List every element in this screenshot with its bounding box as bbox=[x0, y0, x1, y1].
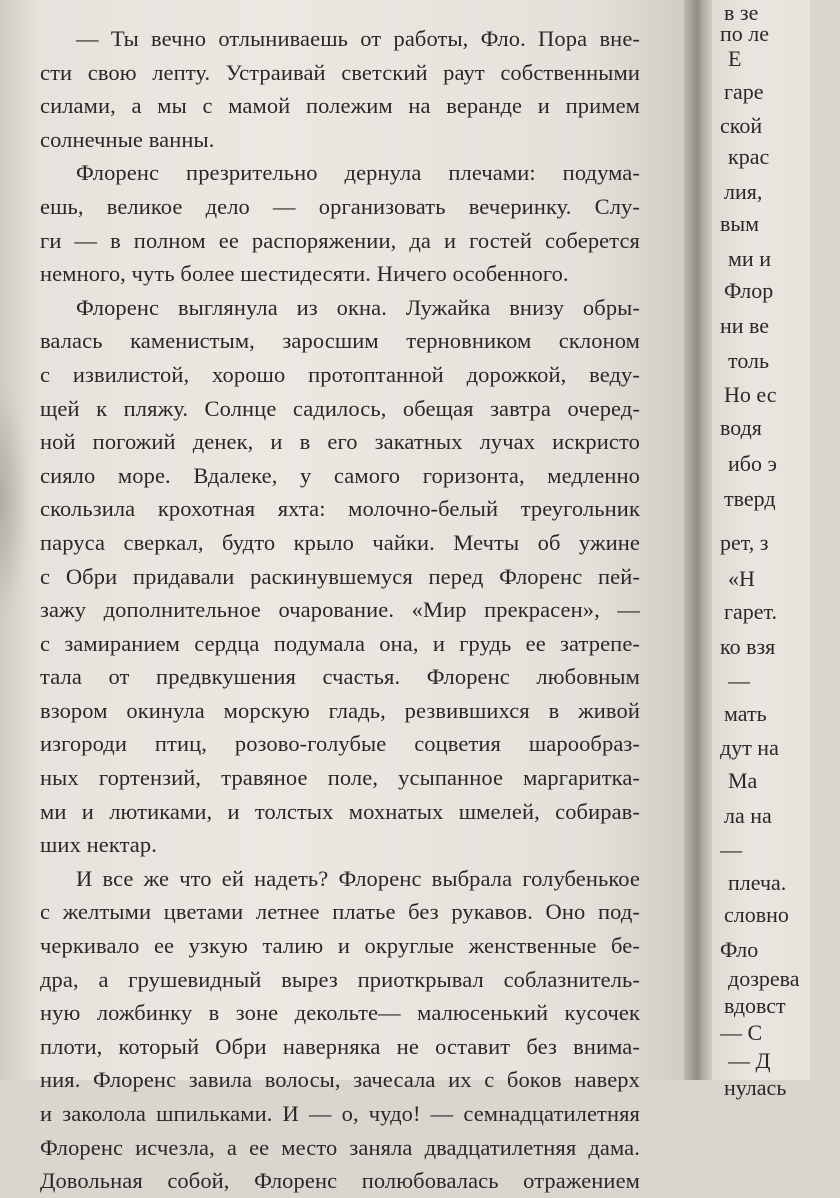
right-text-fragment: крас bbox=[728, 144, 770, 169]
text-line: скользила крохотная яхта: молочно-белый треугольник bbox=[40, 496, 640, 522]
right-text-fragment: дут на bbox=[720, 735, 779, 761]
right-text-fragment: Ма bbox=[728, 768, 758, 793]
right-text-fragment: — С bbox=[720, 1019, 763, 1045]
text-line: взором окинула морскую гладь, резвившихся в живой bbox=[40, 697, 640, 723]
text-line: ги — в полном ее распоряжении, да и гостей соберется bbox=[40, 227, 640, 253]
right-text-fragment: дозрева bbox=[728, 965, 800, 991]
text-line: силами, а мы с мамой полежим на веранде и примем bbox=[40, 93, 640, 119]
right-text-fragment: вым bbox=[720, 211, 760, 237]
text-line: тала от предвкушения счастья. Флоренс любовным bbox=[40, 664, 640, 690]
right-text-fragment: вдовст bbox=[724, 992, 786, 1018]
right-text-fragment: Флор bbox=[724, 278, 774, 304]
right-page bbox=[712, 0, 810, 1101]
finger-shadow bbox=[0, 380, 30, 620]
text-line: Флоренс презрительно дернула плечами: подума- bbox=[76, 160, 640, 186]
right-text-fragment: Но ес bbox=[724, 382, 777, 408]
text-line: Флоренс выглянула из окна. Лужайка внизу обры- bbox=[76, 294, 640, 320]
text-line: паруса сверкал, будто крыло чайки. Мечты об ужине bbox=[40, 529, 640, 555]
right-text-fragment: плеча. bbox=[728, 869, 787, 895]
right-text-fragment: рет, з bbox=[720, 529, 769, 555]
text-line: сияло море. Вдалеке, у самого горизонта, медленно bbox=[40, 462, 640, 488]
right-text-fragment: гаре bbox=[724, 78, 764, 104]
right-text-fragment: ла на bbox=[724, 802, 772, 828]
text-line: ной погожий денек, и в его закатных лучах искристо bbox=[40, 429, 640, 455]
right-text-fragment: — bbox=[728, 668, 750, 694]
text-line: щей к пляжу. Солнце садилось, обещая завтра очеред- bbox=[40, 395, 640, 421]
right-text-fragment: лия, bbox=[724, 178, 763, 204]
right-text-fragment: мать bbox=[724, 700, 767, 726]
right-text-fragment: словно bbox=[724, 902, 789, 928]
right-text-fragment: — Д bbox=[728, 1048, 771, 1074]
right-text-fragment: ми и bbox=[728, 245, 771, 271]
right-text-fragment: Фло bbox=[720, 936, 759, 962]
text-line: дра, а грушевидный вырез приоткрывал соблазнитель- bbox=[40, 966, 640, 992]
text-line: сти свою лепту. Устраивай светский раут собственными bbox=[40, 59, 640, 85]
text-line: зажу дополнительное очарование. «Мир прекрасен», — bbox=[40, 597, 640, 623]
right-text-fragment: толь bbox=[728, 347, 770, 373]
text-line: И все же что ей надеть? Флоренс выбрала голубенькое bbox=[76, 865, 640, 891]
right-text-fragment: ни ве bbox=[720, 312, 770, 338]
text-line: валась каменистым, заросшим терновником склоном bbox=[40, 328, 640, 354]
right-text-fragment: «Н bbox=[728, 566, 755, 592]
book-gutter bbox=[684, 0, 714, 1080]
text-line: изгороди птиц, розово-голубые соцветия шарообраз- bbox=[40, 731, 640, 757]
right-text-fragment: ибо э bbox=[728, 451, 777, 477]
text-line: ми и лютиками, и толстых мохнатых шмелей, собирав- bbox=[40, 798, 640, 824]
text-line: солнечные ванны. bbox=[40, 126, 215, 152]
text-line: ния. Флоренс завила волосы, зачесала их с боков наверх bbox=[40, 1067, 640, 1093]
right-text-fragment: — bbox=[720, 837, 742, 863]
right-text-fragment: водя bbox=[720, 414, 762, 440]
text-line: плоти, который Обри наверняка не оставит без внима- bbox=[40, 1033, 640, 1059]
right-text-fragment: нулась bbox=[724, 1075, 787, 1101]
text-line: черкивало ее узкую талию и округлые женственные бе- bbox=[40, 933, 640, 959]
text-line: Довольная собой, Флоренс полюбовалась отражением bbox=[40, 1168, 640, 1194]
text-line: ешь, великое дело — организовать вечеринку. Слу- bbox=[40, 193, 640, 219]
text-line: ную ложбинку в зоне декольте— малюсенький кусочек bbox=[40, 1000, 640, 1026]
text-line: с Обри придавали раскинувшемуся перед Флоренс пей- bbox=[40, 563, 640, 589]
right-text-fragment: Е bbox=[728, 46, 742, 72]
right-text-fragment: ко взя bbox=[720, 633, 776, 659]
text-line: ных гортензий, травяное поле, усыпанное маргаритка- bbox=[40, 765, 640, 791]
text-line: — Ты вечно отлыниваешь от работы, Фло. Пора вне- bbox=[76, 26, 640, 51]
text-line: и заколола шпильками. И — о, чудо! — семнадцатилетняя bbox=[40, 1101, 640, 1126]
text-line: немного, чуть более шестидесяти. Ничего особенного. bbox=[40, 261, 569, 287]
text-line: Флоренс исчезла, а ее место заняла двадцатилетняя дама. bbox=[40, 1134, 640, 1160]
right-text-fragment: тверд bbox=[724, 485, 776, 511]
right-text-fragment: в зе bbox=[724, 0, 759, 25]
text-line: ших нектар. bbox=[40, 832, 157, 858]
text-line: с желтыми цветами летнее платье без рукавов. Оно под- bbox=[40, 899, 640, 925]
right-text-fragment: гарет. bbox=[724, 599, 778, 625]
right-text-fragment: ской bbox=[720, 113, 763, 139]
text-line: с извилистой, хорошо протоптанной дорожкой, веду- bbox=[40, 361, 640, 387]
text-line: с замиранием сердца подумала она, и грудь ее затрепе- bbox=[40, 630, 640, 656]
right-text-fragment: по ле bbox=[720, 21, 770, 47]
left-page-text bbox=[40, 22, 640, 1198]
